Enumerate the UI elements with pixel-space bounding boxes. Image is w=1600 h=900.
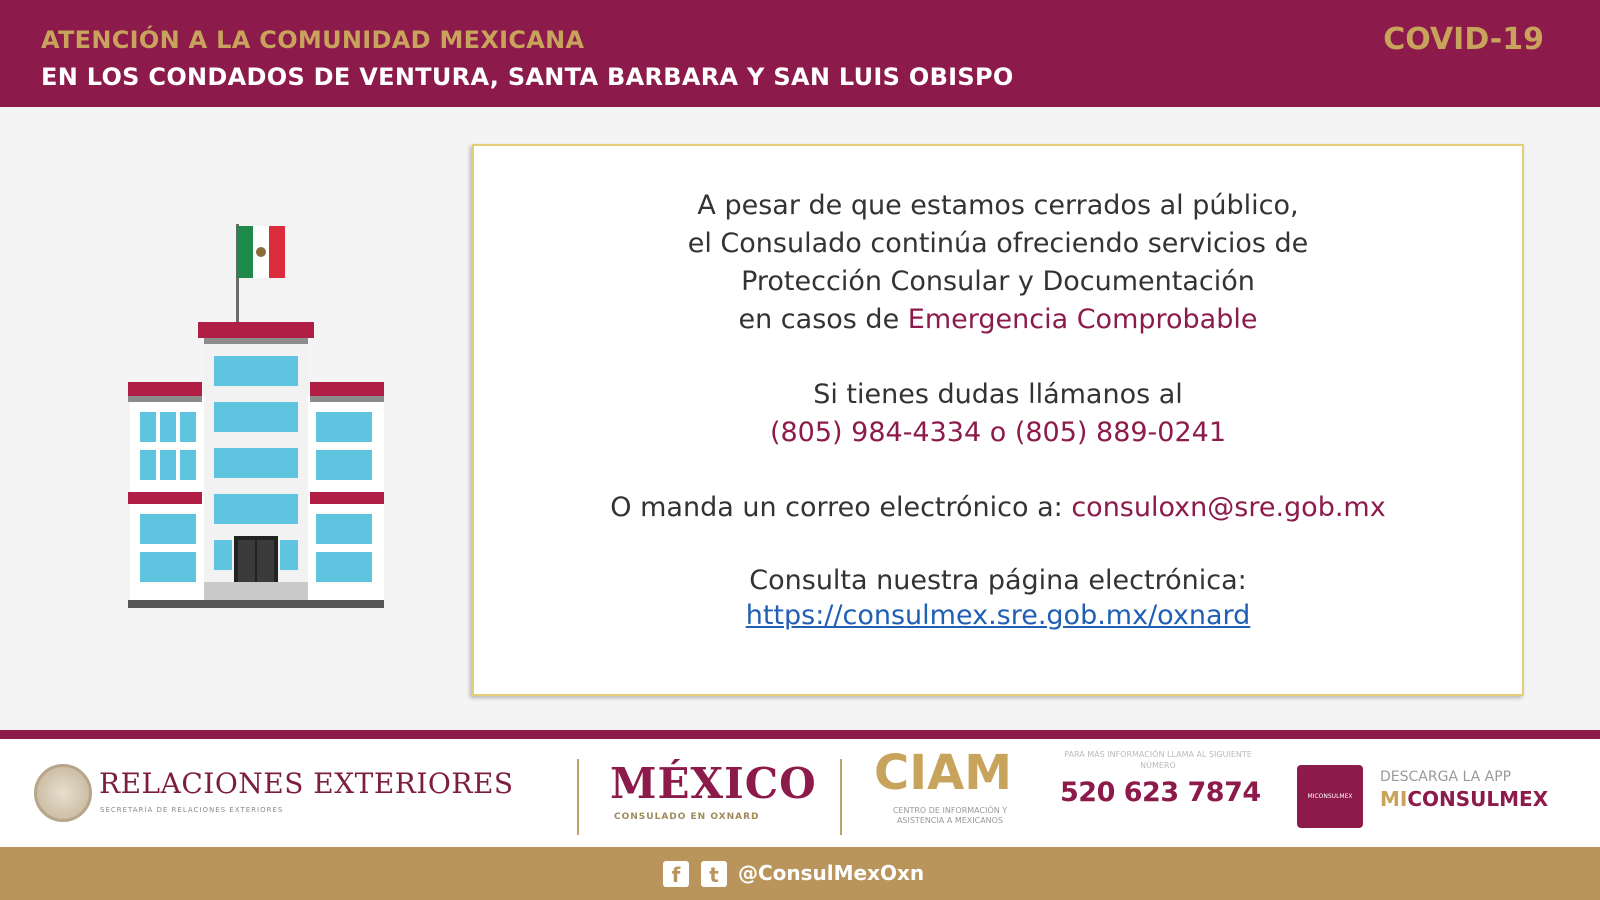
emergency-prefix: en casos de bbox=[738, 304, 908, 335]
mexican-flag-icon bbox=[236, 224, 285, 322]
header-banner bbox=[0, 0, 1600, 107]
card-line-web-label: Consulta nuestra página electrónica: bbox=[749, 565, 1247, 596]
phone-numbers[interactable]: (805) 984-4334 o (805) 889-0241 bbox=[769, 417, 1227, 448]
email-address[interactable]: consuloxn@sre.gob.mx bbox=[1071, 492, 1386, 523]
card-line-dudas: Si tienes dudas llámanos al bbox=[813, 379, 1183, 410]
app-download-label: DESCARGA LA APP bbox=[1380, 769, 1512, 785]
card-line-email bbox=[474, 492, 1522, 523]
info-phone-number[interactable]: 520 623 7874 bbox=[1060, 777, 1261, 808]
app-name-rest: CONSULMEX bbox=[1407, 787, 1549, 811]
app-name bbox=[1380, 787, 1548, 811]
social-bar bbox=[0, 847, 1600, 900]
email-prefix: O manda un correo electrónico a: bbox=[610, 492, 1072, 523]
footer-logos bbox=[0, 739, 1600, 847]
ciam-subtitle: CENTRO DE INFORMACIÓN Y ASISTENCIA A MEXICANOS bbox=[892, 806, 1008, 825]
relaciones-exteriores-logo: RELACIONES EXTERIORES bbox=[99, 767, 514, 800]
phone-note: PARA MÁS INFORMACIÓN LLAMA AL SIGUIENTE NÚMERO bbox=[1064, 750, 1252, 770]
card-line-closed: A pesar de que estamos cerrados al público, bbox=[697, 190, 1299, 221]
footer-stripe bbox=[0, 730, 1600, 739]
ciam-logo: CIAM bbox=[874, 745, 1012, 801]
card-line-emergency bbox=[474, 304, 1522, 335]
app-name-mi: MI bbox=[1380, 787, 1408, 811]
miconsulmex-app-icon[interactable]: MICONSULMEX bbox=[1297, 765, 1363, 828]
mexico-subtitle: CONSULADO EN OXNARD bbox=[614, 812, 760, 822]
info-card bbox=[472, 144, 1524, 696]
twitter-icon[interactable]: t bbox=[701, 861, 727, 887]
emergency-highlight: Emergencia Comprobable bbox=[907, 304, 1258, 335]
footer-divider bbox=[840, 759, 842, 835]
mexico-logo: MÉXICO bbox=[610, 759, 817, 808]
consulate-building-icon bbox=[128, 222, 384, 622]
facebook-icon[interactable]: f bbox=[663, 861, 689, 887]
card-line-protection: Protección Consular y Documentación bbox=[741, 266, 1255, 297]
website-link[interactable]: https://consulmex.sre.gob.mx/oxnard bbox=[745, 600, 1251, 631]
social-handle[interactable]: @ConsulMexOxn bbox=[738, 861, 925, 885]
footer-divider bbox=[577, 759, 579, 835]
relaciones-subtitle: SECRETARÍA DE RELACIONES EXTERIORES bbox=[100, 806, 284, 814]
card-line-services: el Consulado continúa ofreciendo servicios de bbox=[687, 228, 1309, 259]
covid-tag: COVID-19 bbox=[1383, 22, 1544, 57]
header-title-line2: EN LOS CONDADOS DE VENTURA, SANTA BARBARA Y SAN LUIS OBISPO bbox=[41, 63, 1014, 91]
card-line-web bbox=[474, 600, 1522, 631]
national-seal-icon bbox=[34, 764, 92, 822]
header-title-line1: ATENCIÓN A LA COMUNIDAD MEXICANA bbox=[41, 26, 585, 54]
